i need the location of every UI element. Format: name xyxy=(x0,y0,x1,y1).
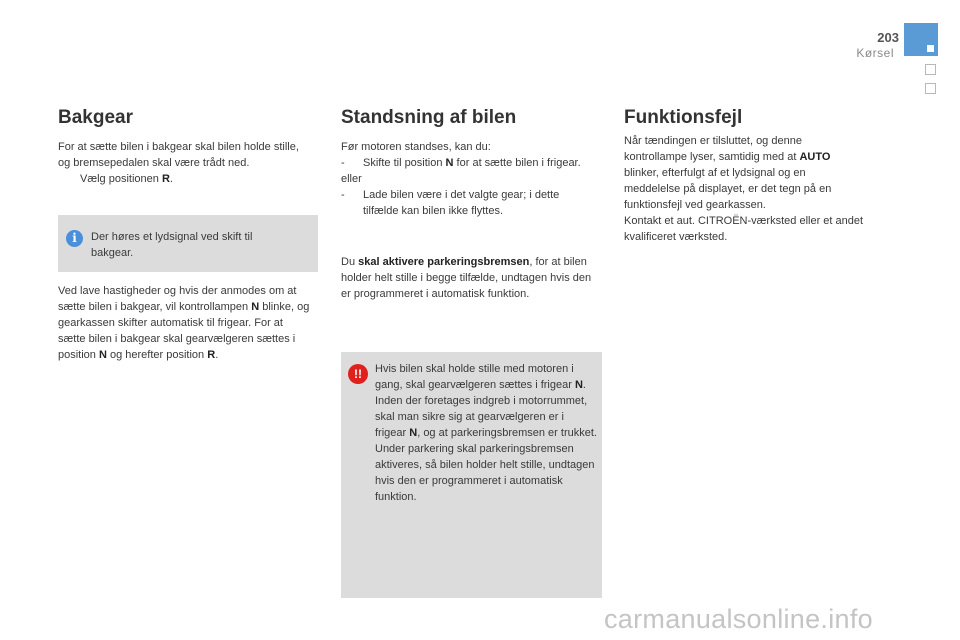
info-text: Der høres et lydsignal ved skift til bakgear. xyxy=(91,231,253,259)
heading-bakgear: Bakgear xyxy=(58,107,133,128)
text: , for at bilen holder helt stille i begge tilfælde, undtagen hvis den er programmeret i automatisk funktion. xyxy=(341,256,592,300)
text: og herefter position xyxy=(106,349,208,361)
paragraph xyxy=(341,254,593,302)
dash-mark: - xyxy=(341,189,345,201)
bakgear-text-2 xyxy=(58,283,310,363)
paragraph xyxy=(375,361,597,393)
bold-text: skal aktivere parkeringsbremsen xyxy=(358,256,530,268)
bold-text: N xyxy=(251,301,260,313)
chapter-tab-box[interactable] xyxy=(925,64,936,75)
paragraph: Kontakt et aut. CITROËN-værksted eller et andet kvalificeret værksted. xyxy=(624,215,864,243)
warning-box xyxy=(341,352,602,598)
text: Lade bilen være i det valgte gear; i dette tilfælde kan bilen ikke flyttes. xyxy=(363,189,560,217)
bold-text: R xyxy=(207,349,216,361)
bullet-text: Vælg positionen xyxy=(80,173,162,185)
chapter-tab-active[interactable] xyxy=(904,23,938,56)
bullet-item xyxy=(58,171,308,187)
bold-text: N xyxy=(445,157,454,169)
paragraph xyxy=(58,283,310,363)
text: Ved lave hastigheder og hvis der anmodes om at sætte bilen i bakgear, vil kontrollampen xyxy=(58,285,297,313)
paragraph xyxy=(375,393,597,441)
text: Når tændingen er tilsluttet, og denne kontrollampe lyser, samtidig med at xyxy=(624,135,802,163)
text: Inden der foretages indgreb i motorrummet, skal man sikre sig at gearvælgeren er i frigear xyxy=(375,395,588,439)
paragraph: For at sætte bilen i bakgear skal bilen holde stille, og bremsepedalen skal være trådt ned. xyxy=(58,141,299,169)
bold-text: AUTO xyxy=(799,151,831,163)
paragraph xyxy=(624,133,864,213)
info-icon: i xyxy=(66,230,83,247)
bold-text: R xyxy=(161,173,170,185)
paragraph: eller xyxy=(341,173,362,185)
watermark: carmanualsonline.info xyxy=(604,604,873,634)
warning-text xyxy=(375,361,597,505)
bold-text: N xyxy=(574,379,583,391)
section-title: Kørsel xyxy=(856,46,894,60)
page-number: 203 xyxy=(877,30,899,45)
paragraph: Før motoren standses, kan du: xyxy=(341,141,491,153)
paragraph: Under parkering skal parkeringsbremsen aktiveres, så bilen holder helt stille, undtagen hvis den er programmeret i automatisk funktion. xyxy=(375,443,595,503)
text: . xyxy=(215,349,219,361)
info-box xyxy=(58,215,318,272)
chapter-tab-box[interactable] xyxy=(925,83,936,94)
bold-text: N xyxy=(409,427,418,439)
text: Hvis bilen skal holde stille med motoren i gang, skal gearvælgeren sættes i frigear xyxy=(375,363,575,391)
bold-text: N xyxy=(98,349,107,361)
dash-item xyxy=(341,187,591,219)
text: blinker, efterfulgt af et lydsignal og en meddelelse på displayet, er det tegn på en funktionsfejl ved gearkassen. xyxy=(624,167,832,211)
heading-standsning: Standsning af bilen xyxy=(341,107,517,128)
text: . xyxy=(582,379,586,391)
standsning-text xyxy=(341,139,591,219)
dash-item xyxy=(341,155,591,171)
text: for at sætte bilen i frigear. xyxy=(453,157,581,169)
bullet-end: . xyxy=(169,173,173,185)
funktionsfejl-text xyxy=(624,133,864,245)
dash-mark: - xyxy=(341,157,345,169)
tab-square-icon xyxy=(927,45,934,52)
bakgear-text xyxy=(58,139,308,187)
text: Du xyxy=(341,256,359,268)
warning-icon: !! xyxy=(348,364,368,384)
text: , og at parkeringsbremsen er trukket. xyxy=(417,427,597,439)
standsning-text-2 xyxy=(341,254,593,302)
text: Skifte til position xyxy=(363,157,446,169)
text: blinke, og gearkassen skifter automatisk til frigear. For at sætte bilen i bakgear skal gearvælgeren sættes i position xyxy=(58,301,310,361)
heading-funktionsfejl: Funktionsfejl xyxy=(624,107,743,128)
